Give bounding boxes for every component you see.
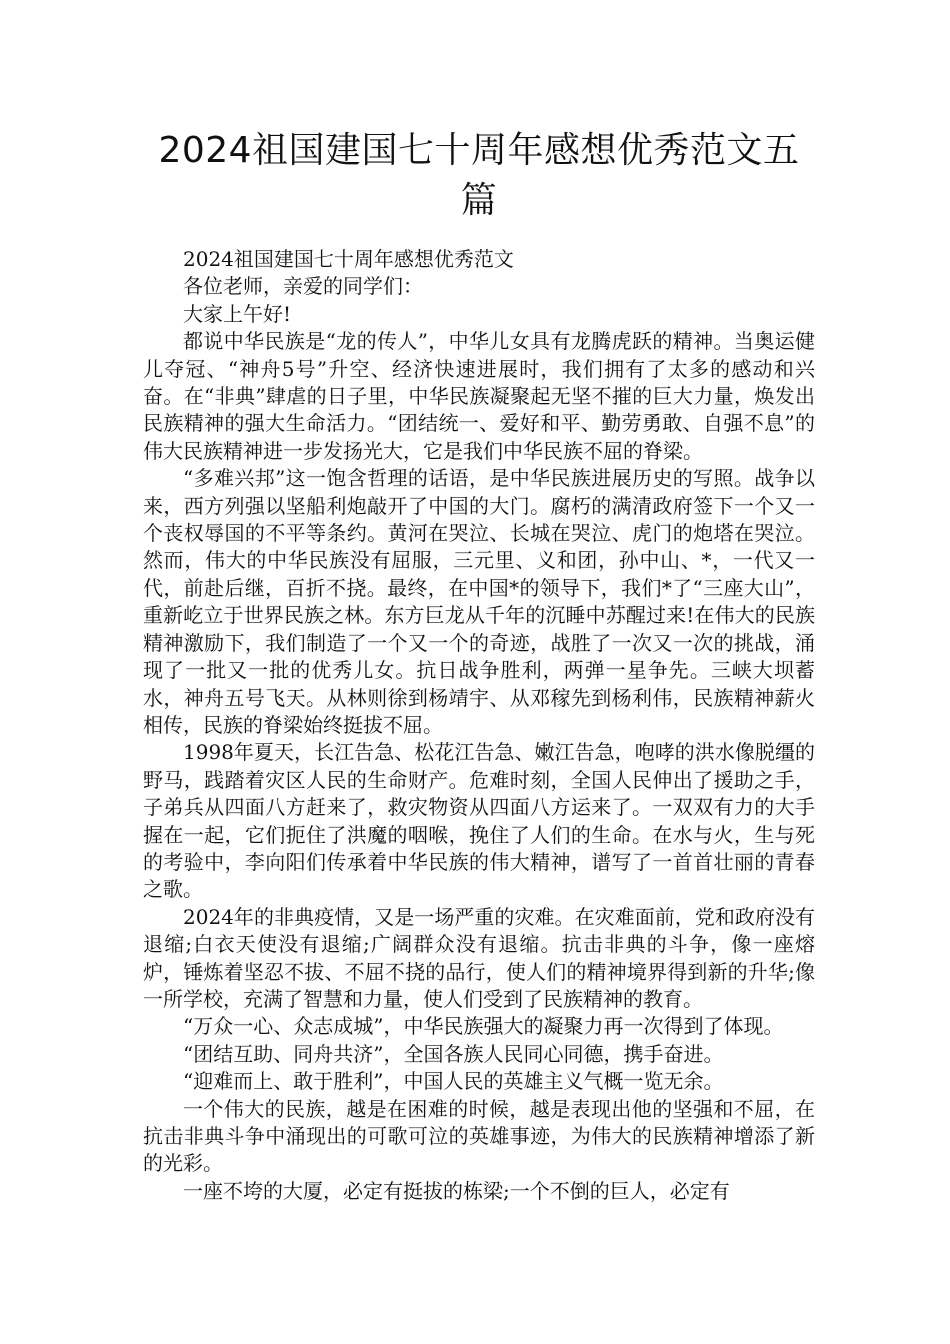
paragraph: “团结互助、同舟共济”，全国各族人民同心同德，携手奋进。	[183, 1041, 724, 1066]
paragraph-greeting: 大家上午好!	[183, 301, 292, 326]
paragraph-truncated: 一座不垮的大厦，必定有挺拔的栋梁;一个不倒的巨人，必定有	[183, 1178, 730, 1203]
paragraph: 2024年的非典疫情，又是一场严重的灾难。在灾难面前，党和政府没有退缩;白衣天使没有退缩;广阔群众没有退缩。抗击非典的斗争，像一座熔炉，锤炼着坚忍不拔、不屈不挠的品行，使人们的精神境界得到新的升华;像一所学校，充满了智慧和力量，使人们受到了民族精神的教育。	[143, 904, 815, 1011]
paragraph-subtitle: 2024祖国建国七十周年感想优秀范文	[183, 247, 514, 271]
paragraph: 一个伟大的民族，越是在困难的时候，越是表现出他的坚强和不屈，在抗击非典斗争中涌现出的可歌可泣的英雄事迹，为伟大的民族精神增添了新的光彩。	[143, 1096, 815, 1176]
paragraph: 都说中华民族是“龙的传人”，中华儿女具有龙腾虎跃的精神。当奥运健儿夺冠、“神舟5号”升空、经济快速进展时，我们拥有了太多的感动和兴奋。在“非典”肆虐的日子里，中华民族凝聚起无坚不摧的巨大力量，焕发出民族精神的强大生命活力。“团结统一、爱好和平、勤劳勇敢、自强不息”的伟大民族精神进一步发扬光大，它是我们中华民族不屈的脊梁。	[143, 329, 815, 463]
document-title: 2024祖国建国七十周年感想优秀范文五篇	[158, 130, 800, 221]
document-body	[143, 246, 815, 1205]
paragraph: “迎难而上、敢于胜利”，中国人民的英雄主义气概一览无余。	[183, 1069, 724, 1094]
paragraph: 1998年夏天，长江告急、松花江告急、嫩江告急，咆哮的洪水像脱缰的野马，践踏着灾区人民的生命财产。危难时刻，全国人民伸出了援助之手，子弟兵从四面八方赶来了，救灾物资从四面八方运来了。一双双有力的大手握在一起，它们扼住了洪魔的咽喉，挽住了人们的生命。在水与火，生与死的考验中，李向阳们传承着中华民族的伟大精神，谱写了一首首壮丽的青春之歌。	[143, 740, 815, 902]
paragraph: “多难兴邦”这一饱含哲理的话语，是中华民族进展历史的写照。战争以来，西方列强以坚船利炮敲开了中国的大门。腐朽的满清政府签下一个又一个丧权辱国的不平等条约。黄河在哭泣、长城在哭泣、虎门的炮塔在哭泣。然而，伟大的中华民族没有屈服，三元里、义和团，孙中山、*，一代又一代，前赴后继，百折不挠。最终，在中国*的领导下，我们*了“三座大山”，重新屹立于世界民族之林。东方巨龙从千年的沉睡中苏醒过来!在伟大的民族精神激励下，我们制造了一个又一个的奇迹，战胜了一次又一次的挑战，涌现了一批又一批的优秀儿女。抗日战争胜利，两弹一星争先。三峡大坝蓄水，神舟五号飞天。从林则徐到杨靖宇、从邓稼先到杨利伟，民族精神薪火相传，民族的脊梁始终挺拔不屈。	[143, 466, 815, 737]
paragraph-salutation: 各位老师，亲爱的同学们：	[183, 274, 423, 299]
paragraph: “万众一心、众志成城”，中华民族强大的凝聚力再一次得到了体现。	[183, 1014, 784, 1039]
